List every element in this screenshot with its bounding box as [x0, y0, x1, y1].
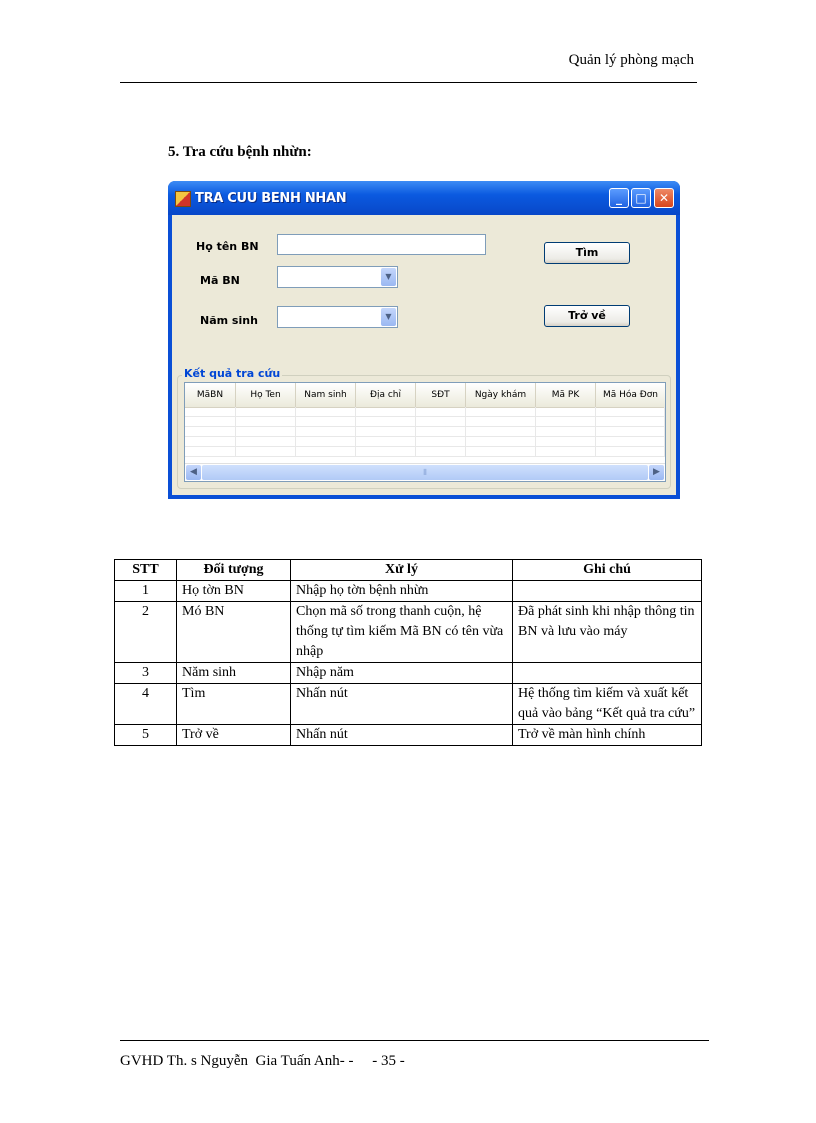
cell-doi-tuong: Họ tờn BN — [177, 581, 291, 602]
horizontal-scrollbar[interactable] — [185, 463, 665, 481]
cell-xu-ly: Chọn mã số trong thanh cuộn, hệ thống tự tìm kiếm Mã BN có tên vừa nhập — [291, 602, 513, 663]
cell-ghi-chu: Đã phát sinh khi nhập thông tin BN và lưu vào máy — [513, 602, 702, 663]
cell-stt: 5 — [115, 725, 177, 746]
col-header-doi-tuong: Đối tượng — [177, 560, 291, 581]
footer-rule — [120, 1040, 709, 1041]
col-header-stt: STT — [115, 560, 177, 581]
spec-table — [114, 559, 702, 746]
close-icon: ✕ — [658, 191, 670, 205]
col-header-xu-ly: Xử lý — [291, 560, 513, 581]
search-patient-window — [168, 181, 680, 499]
cell-stt: 3 — [115, 663, 177, 684]
maximize-icon: □ — [635, 191, 647, 205]
cell-xu-ly: Nhấn nút — [291, 684, 513, 725]
table-row[interactable] — [185, 427, 665, 437]
page-footer: GVHD Th. s Nguyễn Gia Tuấn Anh- - - 35 - — [120, 1053, 405, 1069]
grid-col-header[interactable]: Nam sinh — [296, 383, 356, 407]
minimize-icon: _ — [616, 191, 622, 205]
section-title: 5. Tra cứu bệnh nhừn: — [168, 144, 312, 160]
scrollbar-thumb[interactable]: ⦀ — [202, 465, 648, 480]
cell-stt: 4 — [115, 684, 177, 725]
patient-id-combobox[interactable] — [277, 266, 398, 288]
search-button[interactable]: Tìm — [544, 242, 630, 264]
patient-id-label: Mã BN — [200, 274, 240, 287]
results-group-title: Kết quả tra cứu — [184, 367, 281, 380]
minimize-button[interactable] — [609, 188, 629, 208]
cell-doi-tuong: Năm sinh — [177, 663, 291, 684]
cell-xu-ly: Nhấn nút — [291, 725, 513, 746]
cell-stt: 2 — [115, 602, 177, 663]
table-header-row — [115, 560, 702, 581]
table-row — [115, 581, 702, 602]
cell-ghi-chu: Hệ thống tìm kiếm và xuất kết quả vào bảng “Kết quả tra cứu” — [513, 684, 702, 725]
grid-col-header[interactable]: SĐT — [416, 383, 466, 407]
maximize-button[interactable] — [631, 188, 651, 208]
window-titlebar[interactable] — [168, 181, 680, 215]
birth-year-combobox[interactable] — [277, 306, 398, 328]
col-header-ghi-chu: Ghi chú — [513, 560, 702, 581]
grid-col-header[interactable]: MãBN — [185, 383, 236, 407]
table-row — [115, 725, 702, 746]
cell-xu-ly: Nhập năm — [291, 663, 513, 684]
patient-name-input[interactable] — [277, 234, 486, 255]
page-header-title: Quản lý phòng mạch — [568, 52, 694, 68]
grid-col-header[interactable]: Mã Hóa Đơn — [603, 390, 658, 400]
cell-doi-tuong: Mó BN — [177, 602, 291, 663]
close-button[interactable] — [654, 188, 674, 208]
header-rule — [120, 82, 697, 83]
table-row — [115, 602, 702, 663]
grid-col-header[interactable]: Họ Ten — [236, 383, 296, 407]
back-button[interactable]: Trở về — [544, 305, 630, 327]
chevron-left-icon[interactable]: ◀ — [186, 465, 201, 480]
cell-ghi-chu — [513, 581, 702, 602]
patient-name-label: Họ tên BN — [196, 240, 259, 253]
window-client-area — [172, 215, 676, 495]
chevron-right-icon[interactable]: ▶ — [649, 465, 664, 480]
table-row — [115, 663, 702, 684]
chevron-down-icon[interactable]: ▼ — [381, 308, 396, 326]
chevron-down-icon[interactable]: ▼ — [381, 268, 396, 286]
cell-doi-tuong: Tìm — [177, 684, 291, 725]
grid-col-header[interactable]: Địa chỉ — [356, 383, 416, 407]
table-row[interactable] — [185, 417, 665, 427]
birth-year-label: Năm sinh — [200, 314, 258, 327]
grid-col-header[interactable]: Mã PK — [536, 383, 596, 407]
cell-xu-ly: Nhập họ tờn bệnh nhừn — [291, 581, 513, 602]
table-row — [115, 684, 702, 725]
window-title: TRA CUU BENH NHAN — [195, 191, 347, 206]
cell-ghi-chu — [513, 663, 702, 684]
cell-doi-tuong: Trở về — [177, 725, 291, 746]
app-icon — [175, 191, 191, 207]
results-grid[interactable] — [184, 382, 666, 482]
table-row[interactable] — [185, 407, 665, 417]
cell-ghi-chu: Trở về màn hình chính — [513, 725, 702, 746]
table-row[interactable] — [185, 447, 665, 457]
grid-header-row — [185, 383, 665, 408]
table-row[interactable] — [185, 437, 665, 447]
grid-col-header[interactable]: Ngày khám — [466, 383, 536, 407]
grid-body — [185, 407, 665, 457]
cell-stt: 1 — [115, 581, 177, 602]
